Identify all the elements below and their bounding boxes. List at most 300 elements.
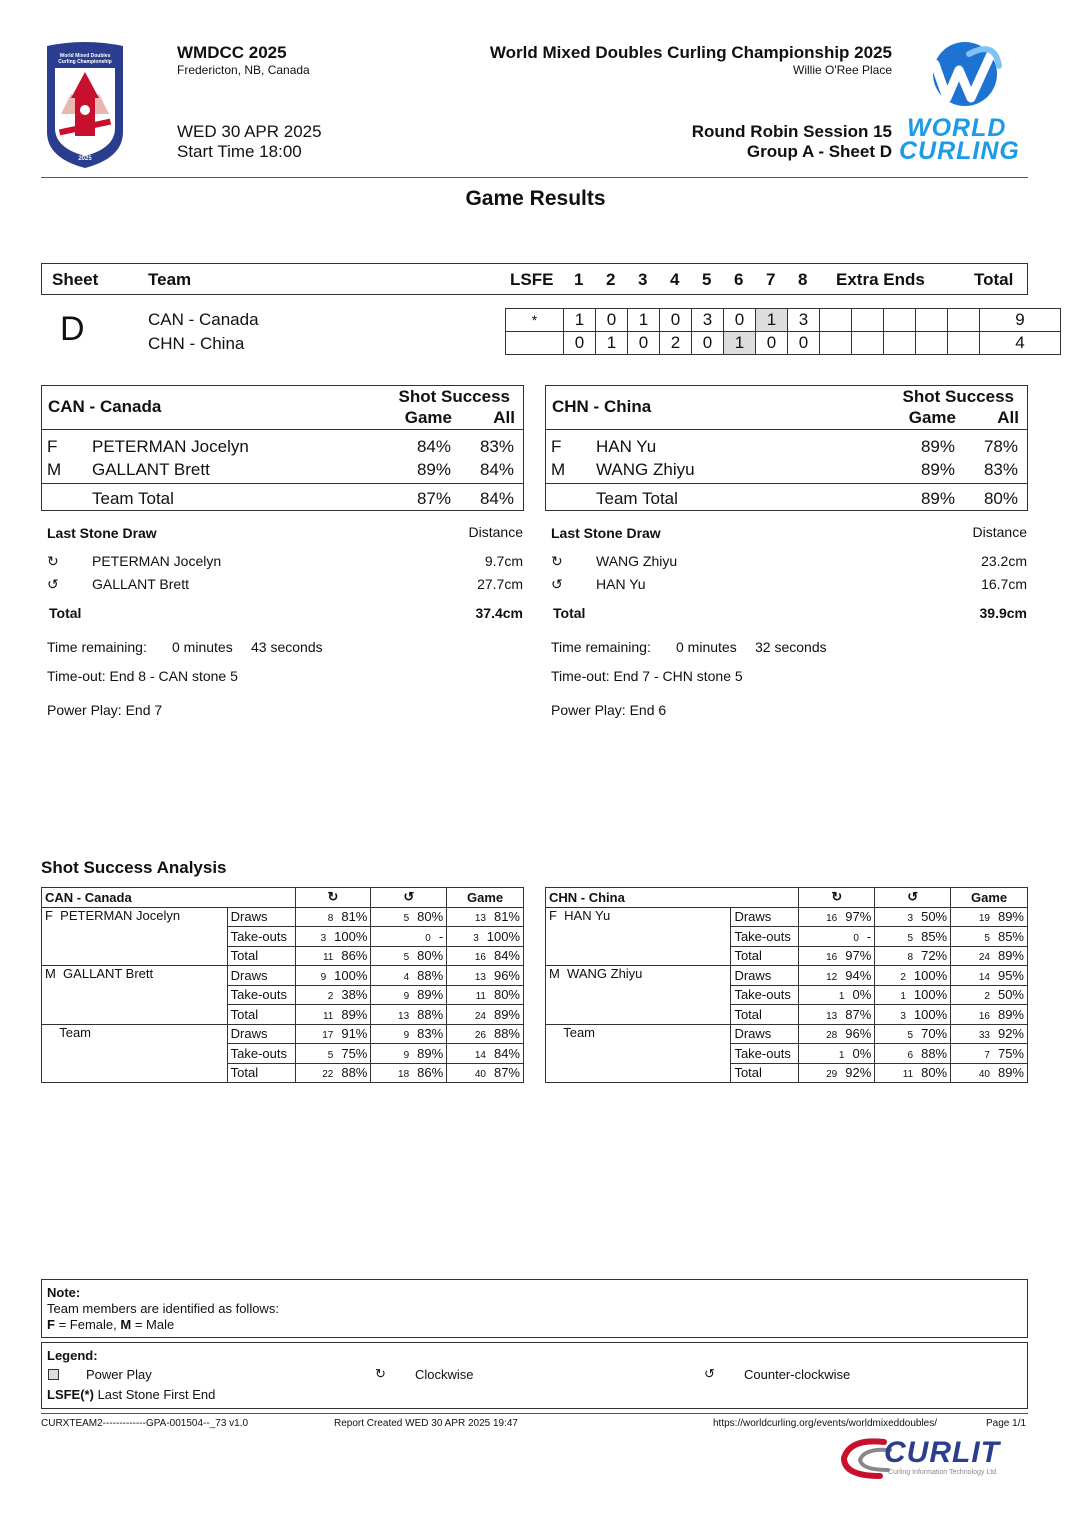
doc-code: CURXTEAM2-------------GPA-001504--_73 v1.0	[41, 1418, 249, 1429]
logo-year: 2025	[78, 156, 92, 162]
analysis-row	[546, 966, 1028, 986]
game-cell	[951, 946, 1028, 966]
cw-cell	[295, 927, 371, 947]
end-score: 3	[788, 309, 820, 332]
game-cell	[951, 1044, 1028, 1064]
sheet-letter: D	[60, 310, 85, 348]
lsd-player: HAN Yu	[596, 576, 646, 592]
legend-counter-clockwise: Counter-clockwise	[744, 1367, 851, 1382]
cw-pct: 88%	[341, 1065, 368, 1081]
counter-clockwise-icon: ↺	[371, 888, 447, 908]
cw-count: 17	[322, 1030, 334, 1042]
player-game-pct: 89%	[920, 460, 955, 479]
cw-cell	[799, 946, 875, 966]
male-key: M	[120, 1317, 132, 1332]
end-score: 0	[692, 332, 724, 355]
game-cell	[447, 985, 524, 1005]
cw-count: 5	[327, 1049, 334, 1061]
cw-cell	[799, 927, 875, 947]
game-pct: 89%	[997, 909, 1024, 925]
logo-text-2: Curling Championship	[58, 59, 112, 65]
analysis-table-chn	[545, 887, 1028, 1083]
game-cell	[447, 907, 524, 927]
game-count: 26	[474, 1030, 486, 1042]
cw-cell	[799, 907, 875, 927]
extra-end	[948, 332, 980, 355]
ccw-cell	[875, 907, 951, 927]
all-label: All	[493, 408, 515, 427]
cw-cell	[295, 1044, 371, 1064]
game-cell	[951, 907, 1028, 927]
game-label: Game	[908, 408, 956, 427]
logo-city: FREDERICTON	[63, 140, 107, 146]
game-count: 3	[473, 932, 479, 944]
col-team: Team	[148, 270, 192, 289]
cw-count: 3	[320, 932, 327, 944]
ccw-cell	[875, 966, 951, 986]
total-score: 4	[980, 332, 1061, 355]
col-end-1: 1	[574, 270, 584, 289]
cw-pct: 0%	[852, 987, 872, 1003]
player-pos: M	[47, 460, 62, 479]
team-total-all: 80%	[983, 489, 1018, 508]
shot-type: Draws	[227, 966, 295, 986]
cw-count: 2	[327, 991, 334, 1003]
end-score: 1	[596, 332, 628, 355]
ccw-cell	[371, 1024, 447, 1044]
end-score: 0	[628, 332, 660, 355]
team-total-all: 84%	[479, 489, 514, 508]
cw-count: 12	[826, 971, 838, 983]
game-cell	[951, 927, 1028, 947]
score-grid	[505, 308, 1061, 355]
game-cell	[447, 1005, 524, 1025]
time-remaining-seconds: 43 seconds	[251, 639, 323, 655]
lsd-total-label: Total	[49, 605, 82, 621]
clockwise-icon: ↻	[295, 888, 371, 908]
extra-end	[948, 309, 980, 332]
game-count: 40	[474, 1069, 486, 1081]
game-pct: 75%	[997, 1045, 1024, 1061]
cw-count: 29	[826, 1069, 838, 1081]
ccw-cell	[875, 1024, 951, 1044]
analysis-player: F HAN Yu	[546, 907, 731, 966]
game-cell	[447, 927, 524, 947]
game-count: 11	[475, 991, 486, 1003]
analysis-player: M WANG Zhiyu	[546, 966, 731, 1025]
game-pct: 92%	[997, 1026, 1024, 1042]
cw-cell	[295, 1063, 371, 1083]
cw-pct: 97%	[845, 909, 872, 925]
page-number: Page 1/1	[986, 1418, 1027, 1429]
time-remaining-label: Time remaining:	[551, 639, 651, 655]
ccw-cell	[371, 1005, 447, 1025]
game-count: 16	[978, 1010, 990, 1022]
total-score: 9	[980, 309, 1061, 332]
event-code: WMDCC 2025	[177, 43, 287, 62]
cw-cell	[799, 985, 875, 1005]
ccw-pct: 88%	[921, 1045, 948, 1061]
cw-count: 16	[826, 952, 838, 964]
lsd-distance: 9.7cm	[484, 553, 523, 569]
lsd-total: 37.4cm	[475, 605, 523, 621]
ccw-count: 18	[398, 1069, 410, 1081]
game-count: 14	[474, 1049, 486, 1061]
player-all-pct: 83%	[479, 437, 514, 456]
game-count: 2	[984, 991, 990, 1003]
extra-end	[916, 309, 948, 332]
cw-cell	[295, 1005, 371, 1025]
team-total-label: Team Total	[596, 489, 678, 508]
cw-pct: -	[866, 928, 872, 944]
end-score: 0	[756, 332, 788, 355]
ccw-pct: 100%	[913, 987, 948, 1003]
ccw-count: 8	[907, 952, 914, 964]
shot-type: Take-outs	[731, 927, 799, 947]
ccw-count: 9	[403, 1030, 410, 1042]
lsd-total: 39.9cm	[979, 605, 1027, 621]
ccw-count: 11	[902, 1069, 914, 1081]
player-name: PETERMAN Jocelyn	[92, 437, 249, 456]
lsd-distance: 23.2cm	[981, 553, 1027, 569]
group-sheet: Group A - Sheet D	[746, 142, 892, 161]
col-end-2: 2	[606, 270, 616, 289]
col-end-6: 6	[734, 270, 744, 289]
analysis-header-row	[42, 888, 524, 908]
player-name: GALLANT Brett	[92, 460, 210, 479]
ccw-count: 2	[900, 971, 906, 983]
legend-title: Legend:	[47, 1348, 98, 1363]
power-play-info: Power Play: End 6	[551, 702, 667, 718]
ccw-count: 6	[907, 1049, 914, 1061]
analysis-player: M GALLANT Brett	[42, 966, 228, 1025]
game-cell	[951, 1024, 1028, 1044]
cw-cell	[799, 1044, 875, 1064]
time-remaining-seconds: 32 seconds	[755, 639, 827, 655]
lsd-player: PETERMAN Jocelyn	[92, 553, 222, 569]
world-curling-logo	[899, 40, 1029, 165]
ccw-pct: -	[438, 928, 444, 944]
extra-end	[820, 332, 852, 355]
divider	[546, 483, 1027, 484]
game-count: 33	[978, 1030, 990, 1042]
timeout-info: Time-out: End 8 - CAN stone 5	[47, 668, 238, 684]
player-name: WANG Zhiyu	[596, 460, 695, 479]
all-label: All	[997, 408, 1019, 427]
lsfe-cell	[506, 332, 564, 355]
col-end-4: 4	[670, 270, 680, 289]
ccw-cell	[371, 907, 447, 927]
cw-pct: 94%	[845, 967, 872, 983]
game-pct: 89%	[997, 1006, 1024, 1022]
lsd-distance-label: Distance	[972, 524, 1027, 540]
game-count: 16	[474, 952, 486, 964]
ccw-cell	[875, 1044, 951, 1064]
divider	[42, 483, 523, 484]
shot-type: Draws	[227, 1024, 295, 1044]
col-sheet: Sheet	[52, 270, 99, 289]
cw-pct: 87%	[845, 1006, 872, 1022]
divider	[546, 429, 1027, 430]
analysis-row	[42, 966, 524, 986]
cw-cell	[295, 985, 371, 1005]
shot-type: Draws	[731, 1024, 799, 1044]
player-pos: F	[551, 437, 562, 456]
game-label: Game	[404, 408, 452, 427]
cw-count: 11	[322, 1010, 334, 1022]
team-box-title: CHN - China	[552, 397, 652, 416]
shot-type: Total	[731, 1005, 799, 1025]
player-name: HAN Yu	[596, 437, 657, 456]
cw-pct: 97%	[845, 948, 872, 964]
divider	[42, 429, 523, 430]
cw-pct: 100%	[334, 967, 368, 983]
ccw-count: 9	[403, 991, 410, 1003]
power-play-icon	[48, 1369, 59, 1380]
lsd-distance: 27.7cm	[477, 576, 523, 592]
cw-cell	[295, 966, 371, 986]
extra-end	[916, 332, 948, 355]
analysis-player: F PETERMAN Jocelyn	[42, 907, 228, 966]
lsd-player: WANG Zhiyu	[596, 553, 678, 569]
score-row-team1	[506, 309, 1061, 332]
game-pct: 84%	[493, 1045, 520, 1061]
event-logo	[41, 40, 129, 170]
ccw-count: 1	[900, 991, 906, 1003]
game-cell	[951, 966, 1028, 986]
game-date: WED 30 APR 2025	[177, 122, 322, 141]
ccw-count: 0	[425, 932, 431, 944]
analysis-team: CHN - China	[546, 888, 799, 908]
ccw-pct: 89%	[417, 987, 444, 1003]
team-box-chn	[545, 385, 1028, 511]
clockwise-icon: ↻	[47, 553, 59, 569]
clockwise-icon: ↻	[799, 888, 875, 908]
lsfe-text: Last Stone First End	[97, 1387, 216, 1402]
ccw-pct: 80%	[417, 909, 444, 925]
game-cell	[447, 1063, 524, 1083]
ccw-pct: 100%	[913, 1006, 948, 1022]
cw-cell	[799, 1063, 875, 1083]
analysis-title: Shot Success Analysis	[41, 858, 227, 877]
time-remaining-minutes: 0 minutes	[172, 639, 233, 655]
team1-name: CAN - Canada	[148, 310, 259, 329]
shot-type: Take-outs	[227, 985, 295, 1005]
ccw-pct: 85%	[921, 928, 948, 944]
score-row-team2	[506, 332, 1061, 355]
cw-count: 8	[327, 913, 334, 925]
lsd-player: GALLANT Brett	[92, 576, 190, 592]
ccw-count: 3	[900, 1010, 906, 1022]
player-game-pct: 89%	[416, 460, 451, 479]
time-remaining-minutes: 0 minutes	[676, 639, 737, 655]
logo-world: WORLD	[907, 114, 1007, 142]
female-text: = Female,	[58, 1317, 117, 1332]
time-remaining-label: Time remaining:	[47, 639, 147, 655]
cw-cell	[799, 966, 875, 986]
shot-type: Draws	[731, 966, 799, 986]
ccw-cell	[371, 927, 447, 947]
shot-type: Total	[731, 1063, 799, 1083]
session: Round Robin Session 15	[691, 122, 892, 141]
ccw-cell	[371, 966, 447, 986]
game-count: 40	[978, 1069, 990, 1081]
note-line: Team members are identified as follows:	[47, 1301, 279, 1316]
game-pct: 95%	[997, 967, 1024, 983]
ccw-pct: 88%	[417, 967, 444, 983]
counter-clockwise-icon: ↺	[47, 576, 59, 592]
end-score: 0	[564, 332, 596, 355]
shot-type: Take-outs	[227, 927, 295, 947]
game-pct: 87%	[493, 1065, 520, 1081]
end-score: 0	[660, 309, 692, 332]
ccw-pct: 80%	[921, 1065, 948, 1081]
clockwise-icon: ↻	[375, 1366, 386, 1381]
ccw-cell	[371, 1063, 447, 1083]
cw-count: 9	[320, 971, 327, 983]
curlit-subtitle: Curling Information Technology Ltd.	[888, 1469, 998, 1476]
cw-count: 22	[322, 1069, 334, 1081]
cw-pct: 92%	[845, 1065, 872, 1081]
legend-box	[41, 1342, 1028, 1409]
lsd-distance-label: Distance	[468, 524, 523, 540]
shot-type: Total	[731, 946, 799, 966]
event-name: World Mixed Doubles Curling Championship 2025	[489, 43, 892, 62]
end-score: 1	[628, 309, 660, 332]
game-pct: 84%	[493, 948, 520, 964]
lsd-title: Last Stone Draw	[47, 525, 157, 541]
logo-text-1: World Mixed Doubles	[59, 53, 111, 59]
cw-pct: 100%	[334, 928, 368, 944]
analysis-player: Team	[42, 1024, 228, 1083]
extra-end	[884, 332, 916, 355]
col-end-5: 5	[702, 270, 712, 289]
player-game-pct: 84%	[416, 437, 451, 456]
extra-end	[852, 309, 884, 332]
lsd-title: Last Stone Draw	[551, 525, 661, 541]
game-count: 5	[984, 932, 990, 944]
ccw-cell	[875, 946, 951, 966]
shot-type: Take-outs	[227, 1044, 295, 1064]
game-pct: 89%	[997, 1065, 1024, 1081]
player-game-pct: 89%	[920, 437, 955, 456]
ccw-cell	[371, 946, 447, 966]
ccw-pct: 89%	[417, 1045, 444, 1061]
ccw-cell	[371, 1044, 447, 1064]
ccw-pct: 100%	[913, 967, 948, 983]
game-cell	[951, 1063, 1028, 1083]
ccw-count: 5	[403, 913, 410, 925]
venue: Willie O'Ree Place	[793, 63, 892, 77]
note-box	[41, 1279, 1028, 1338]
end-score: 0	[724, 309, 756, 332]
game-count: 19	[978, 913, 990, 925]
cw-cell	[799, 1005, 875, 1025]
col-total: Total	[974, 270, 1014, 289]
team-box-title: CAN - Canada	[48, 397, 162, 416]
cw-pct: 38%	[341, 987, 368, 1003]
ccw-count: 5	[403, 952, 410, 964]
cw-cell	[295, 946, 371, 966]
analysis-row	[546, 907, 1028, 927]
shot-success-label: Shot Success	[902, 387, 1014, 406]
game-pct: 80%	[493, 987, 520, 1003]
ccw-pct: 70%	[921, 1026, 948, 1042]
cw-count: 0	[853, 932, 859, 944]
game-cell	[951, 1005, 1028, 1025]
note-gender-key	[47, 1317, 1022, 1333]
team-total-game: 89%	[920, 489, 955, 508]
ccw-pct: 50%	[921, 909, 948, 925]
game-pct: 89%	[997, 948, 1024, 964]
game-cell	[447, 966, 524, 986]
analysis-team: CAN - Canada	[42, 888, 296, 908]
clockwise-icon: ↻	[551, 553, 563, 569]
shot-type: Total	[227, 1063, 295, 1083]
col-end-8: 8	[798, 270, 808, 289]
game-pct: 81%	[493, 909, 520, 925]
team-box-can	[41, 385, 524, 511]
shot-success-label: Shot Success	[398, 387, 510, 406]
ccw-count: 4	[403, 971, 410, 983]
header-divider	[41, 177, 1028, 178]
game-pct: 50%	[997, 987, 1024, 1003]
end-score: 2	[660, 332, 692, 355]
shot-type: Total	[227, 946, 295, 966]
timeout-info: Time-out: End 7 - CHN stone 5	[551, 668, 743, 684]
lsfe-cell: *	[506, 309, 564, 332]
results-header	[41, 263, 1028, 295]
legend-power-play: Power Play	[86, 1367, 152, 1382]
cw-count: 13	[826, 1010, 838, 1022]
ccw-pct: 88%	[417, 1006, 444, 1022]
game-count: 7	[984, 1049, 990, 1061]
col-extra: Extra Ends	[836, 270, 925, 289]
ccw-count: 5	[907, 1030, 914, 1042]
footer-divider	[41, 1413, 1028, 1414]
extra-end	[852, 332, 884, 355]
cw-pct: 0%	[852, 1045, 872, 1061]
cw-count: 1	[838, 1049, 845, 1061]
game-count: 24	[978, 952, 990, 964]
counter-clockwise-icon: ↺	[551, 576, 563, 592]
ccw-cell	[875, 1063, 951, 1083]
report-created: Report Created WED 30 APR 2025 19:47	[334, 1418, 518, 1429]
analysis-player: Team	[546, 1024, 731, 1083]
game-pct: 100%	[486, 928, 520, 944]
ccw-count: 3	[907, 913, 914, 925]
col-end-7: 7	[766, 270, 776, 289]
lsd-distance: 16.7cm	[981, 576, 1027, 592]
logo-curling: CURLING	[899, 137, 1020, 165]
shot-type: Total	[227, 1005, 295, 1025]
game-cell	[951, 985, 1028, 1005]
analysis-row	[42, 907, 524, 927]
analysis-header-row	[546, 888, 1028, 908]
ccw-cell	[875, 985, 951, 1005]
cw-pct: 81%	[341, 909, 368, 925]
event-url[interactable]: https://worldcurling.org/events/worldmixeddoubles/	[713, 1418, 937, 1429]
game-pct: 88%	[493, 1026, 520, 1042]
cw-pct: 89%	[341, 1006, 368, 1022]
game-pct: 96%	[493, 967, 520, 983]
player-all-pct: 84%	[479, 460, 514, 479]
cw-pct: 96%	[845, 1026, 872, 1042]
page-title: Game Results	[465, 187, 606, 210]
shot-type: Take-outs	[731, 1044, 799, 1064]
game-cell	[447, 946, 524, 966]
game-cell	[447, 1044, 524, 1064]
